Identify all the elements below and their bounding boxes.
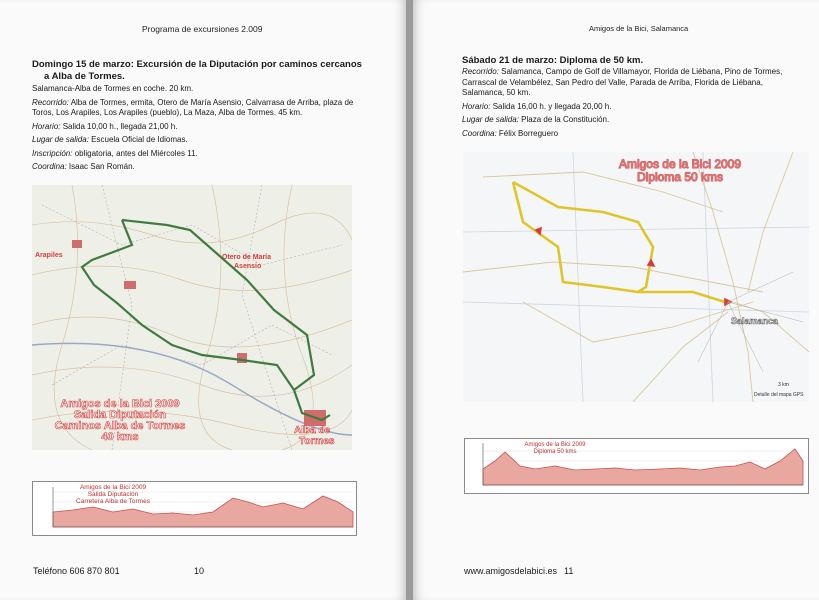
map-banner-line: Amigos de la Bici 2009 bbox=[60, 398, 180, 410]
detail-key: Lugar de salida: bbox=[462, 115, 519, 124]
detail-line bbox=[32, 84, 364, 95]
right-page bbox=[413, 0, 819, 600]
page-number: 11 bbox=[564, 566, 574, 576]
page-number: 10 bbox=[194, 566, 205, 576]
detail-key: Recorrido: bbox=[462, 67, 499, 76]
detail-line bbox=[462, 115, 798, 126]
detail-key: Inscripción: bbox=[32, 148, 73, 158]
detail-value: obligatoria, antes del Miércoles 11. bbox=[74, 148, 198, 158]
map-banner-line: Amigos de la Bici 2009 bbox=[618, 157, 742, 171]
road-map-image bbox=[463, 152, 809, 402]
profile-title-line: Amigos de la Bici 2009 bbox=[524, 442, 586, 448]
detail-value: Salida 10,00 h., llegada 21,00 h. bbox=[62, 121, 178, 131]
route-map-salamanca bbox=[463, 152, 809, 402]
map-banner-line: Diploma 50 kms bbox=[636, 170, 724, 184]
profile-title-line: Carretera Alba de Tormes bbox=[76, 498, 150, 505]
detail-key: Horario: bbox=[462, 101, 491, 111]
event-title: Sábado 21 de marzo: Diploma de 50 km. bbox=[462, 55, 644, 66]
detail-key: Recorrido: bbox=[32, 97, 69, 107]
profile-title-line: Amigos de la Bici 2009 bbox=[79, 484, 147, 491]
elevation-profile-alba bbox=[32, 481, 357, 536]
detail-line bbox=[32, 149, 364, 160]
event-title: Domingo 15 de marzo: Excursión de la Diputación por caminos cercanos a Alba de Tormes. bbox=[32, 59, 362, 82]
running-head: Amigos de la Bici, Salamanca bbox=[589, 24, 689, 33]
detail-value: Salida 16,00 h. y llegada 20,00 h. bbox=[492, 101, 612, 111]
detail-key: Coordina: bbox=[32, 162, 67, 171]
map-label-otero: Otero de María bbox=[222, 254, 272, 261]
topographic-map-image bbox=[32, 185, 352, 450]
elevation-profile-image bbox=[465, 439, 809, 494]
elevation-profile-salamanca bbox=[464, 438, 809, 494]
profile-title-line: Diploma 50 kms bbox=[533, 449, 577, 455]
map-label-alba: Alba de bbox=[294, 425, 331, 436]
profile-title-line: Salida Diputación bbox=[87, 491, 139, 498]
detail-key: Coordina: bbox=[462, 128, 497, 138]
detail-value: Salamanca, Campo de Golf de Villamayor, Florida de Liébana, Pino de Tormes, Carrascal de Velambélez, San Pedro del Valle, Parada de Arriba, Florida de Liébana, Salamanca, 50 km. bbox=[462, 67, 783, 97]
detail-value: Plaza de la Constitución. bbox=[521, 115, 610, 124]
map-label-salamanca: Salamanca bbox=[731, 316, 779, 326]
detail-line bbox=[462, 67, 798, 99]
event-details bbox=[462, 67, 798, 142]
map-credit: Detalle del mapa GPS bbox=[754, 392, 804, 398]
map-banner-line: Salida Diputación bbox=[73, 409, 167, 421]
detail-value: Escuela Oficial de Idiomas. bbox=[91, 135, 188, 144]
detail-value: Félix Borreguero bbox=[498, 128, 559, 138]
detail-value: Salamanca-Alba de Tormes en coche. 20 km. bbox=[32, 84, 194, 93]
map-scale: 3 km bbox=[778, 382, 789, 388]
book-gutter bbox=[406, 0, 413, 600]
map-banner bbox=[619, 157, 741, 184]
map-label-tormes: Tormes bbox=[299, 436, 335, 447]
detail-key: Lugar de salida: bbox=[32, 135, 89, 144]
footer-phone: Teléfono 606 870 801 bbox=[33, 566, 120, 576]
map-label-asensio: Asensio bbox=[234, 263, 262, 270]
detail-key: Horario: bbox=[32, 121, 61, 131]
route-map-alba bbox=[32, 185, 352, 450]
left-page bbox=[0, 0, 406, 600]
running-head: Programa de excursiones 2.009 bbox=[142, 24, 263, 34]
detail-line bbox=[32, 122, 364, 133]
detail-line bbox=[462, 129, 798, 140]
footer-website: www.amigosdelabici.es bbox=[464, 566, 558, 576]
map-banner-line: Caminos Alba de Tormes bbox=[54, 420, 186, 432]
detail-line bbox=[32, 135, 364, 146]
detail-line bbox=[32, 98, 364, 119]
elevation-profile-image bbox=[33, 482, 357, 536]
detail-line bbox=[32, 162, 364, 173]
map-banner-line: 40 kms bbox=[101, 431, 139, 443]
event-details bbox=[32, 84, 364, 176]
detail-line bbox=[462, 102, 798, 113]
map-label-arapiles: Arapiles bbox=[35, 252, 63, 259]
detail-value: Alba de Tormes, ermita, Otero de María Asensio, Calvarrasa de Arriba, plaza de Toros, Los Arapiles, Los Arapiles (pueblo), La Maza, Alba de Tormes. 45 km. bbox=[32, 97, 354, 117]
detail-value: Isaac San Román. bbox=[68, 162, 135, 171]
